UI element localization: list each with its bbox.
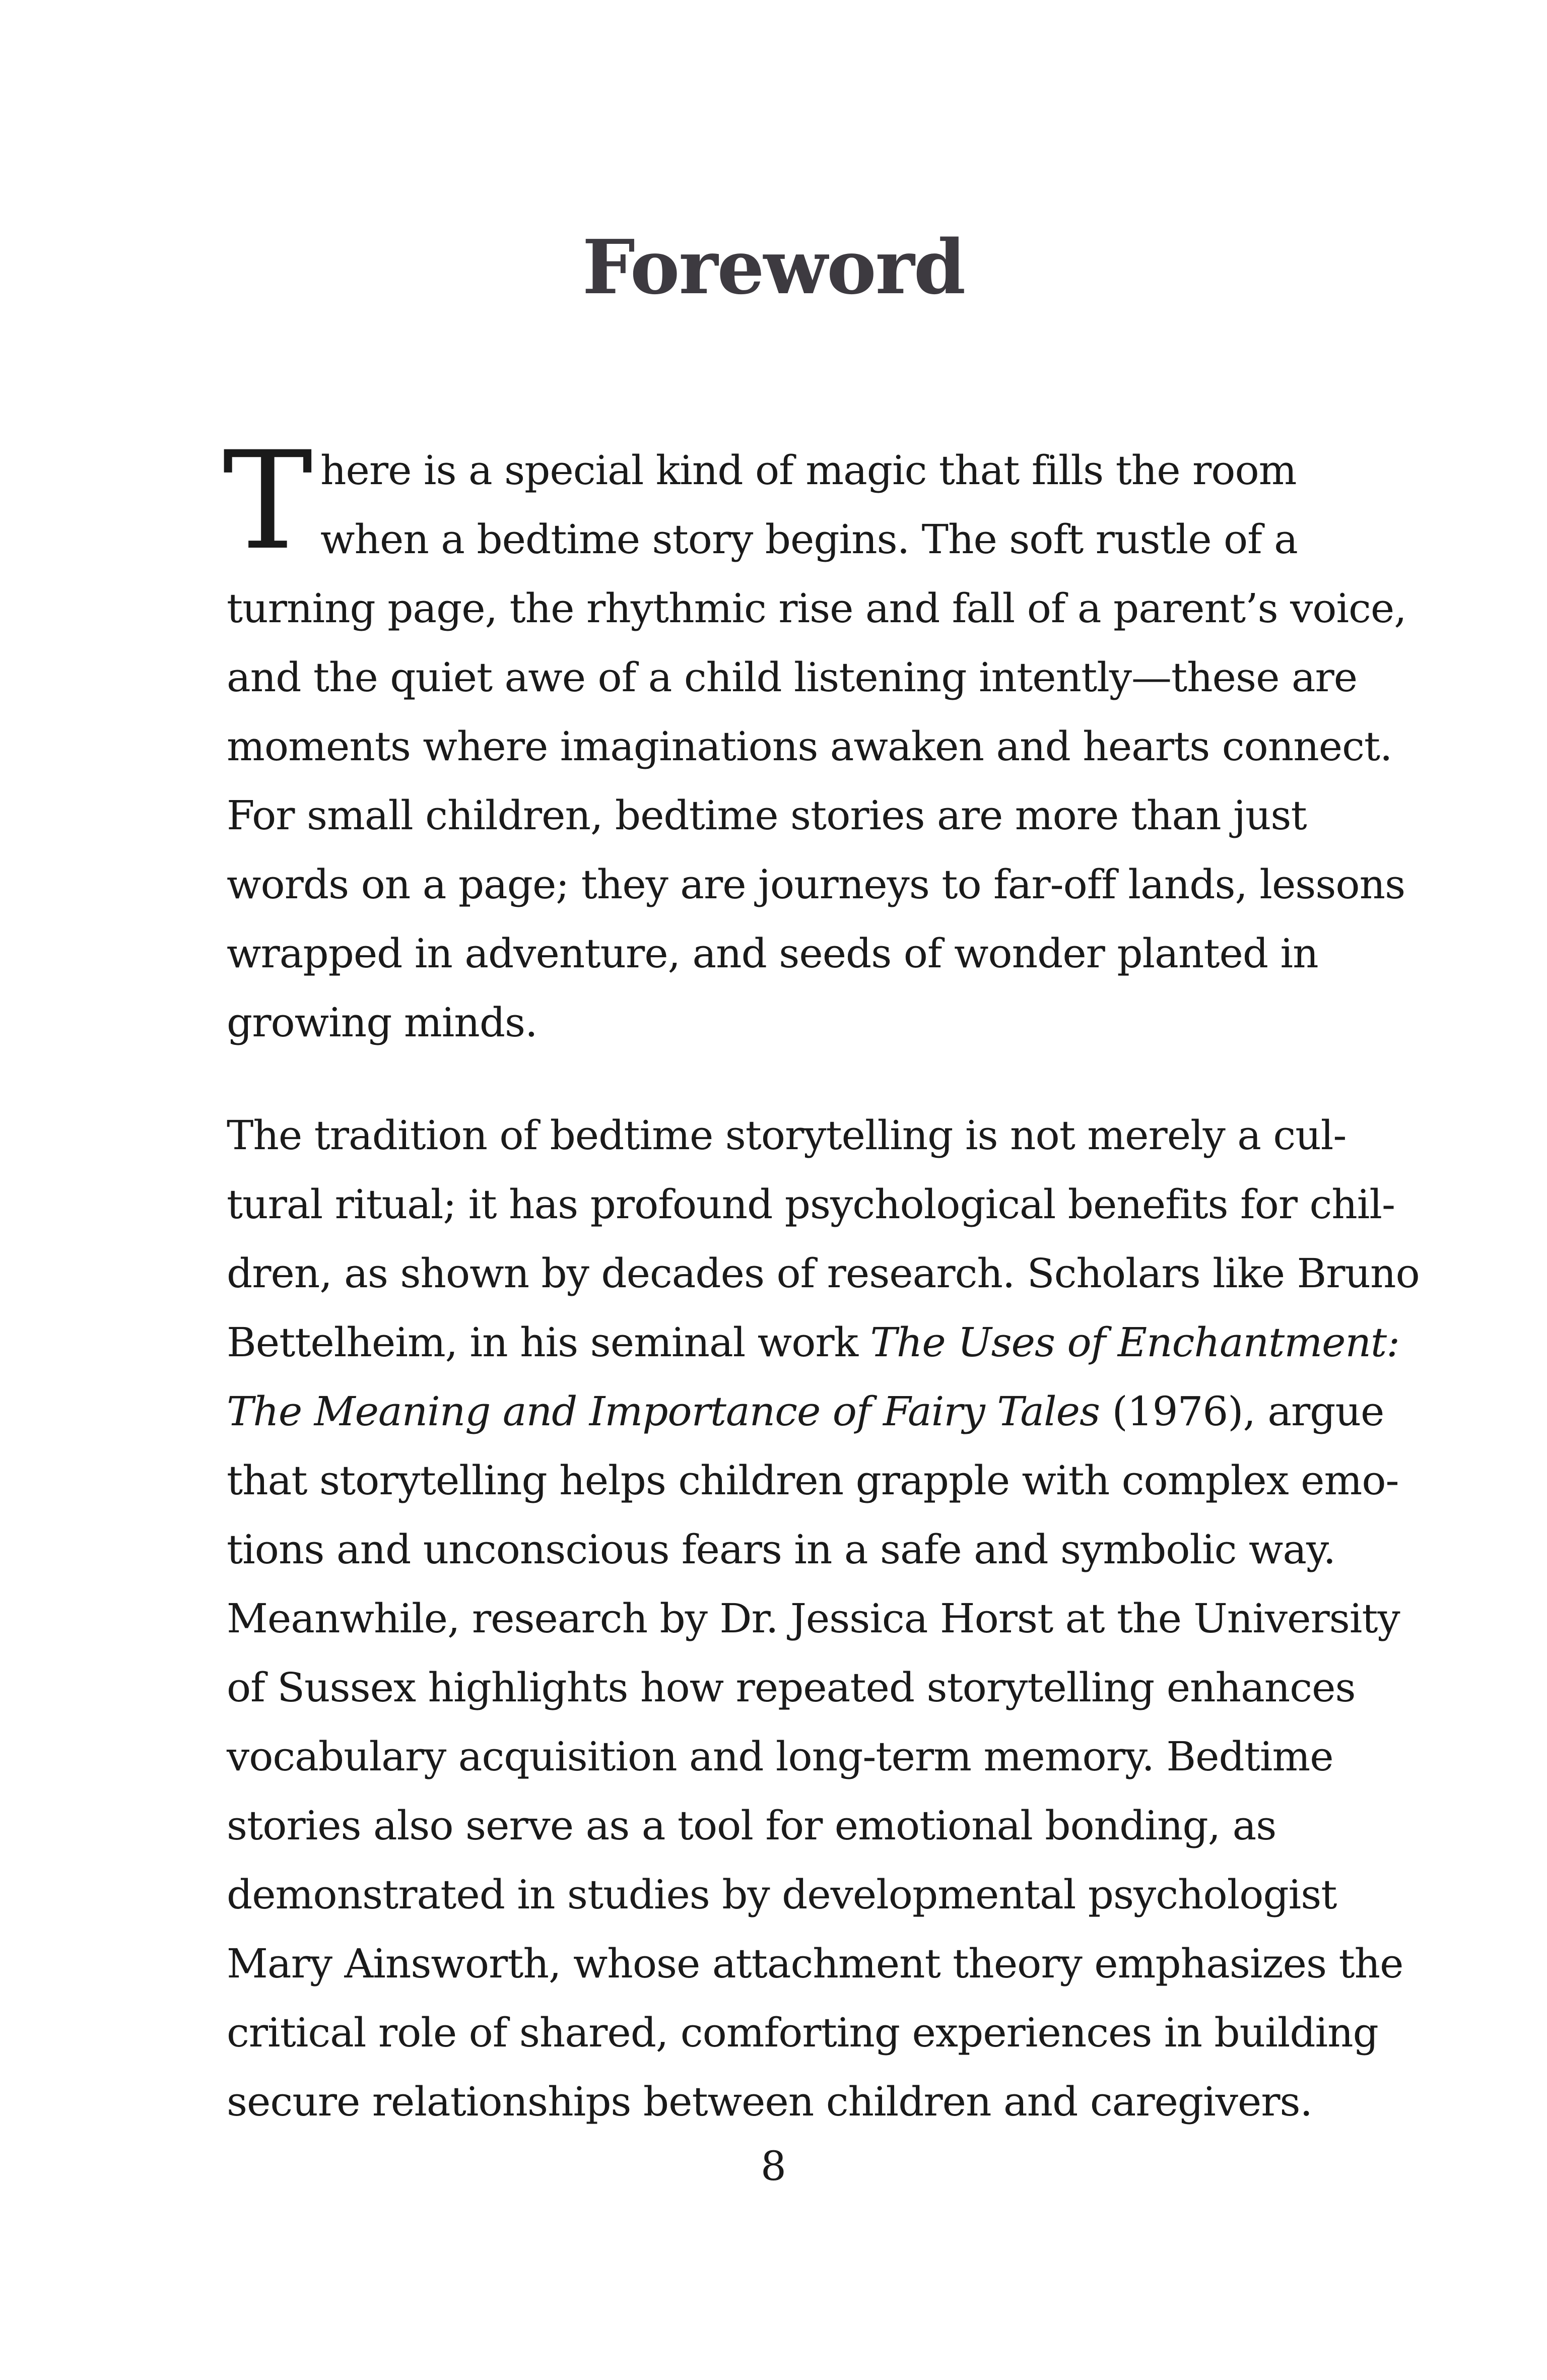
- paragraph-line: [227, 1377, 1384, 1446]
- paragraph-line: moments where imaginations awaken and hearts connect.: [227, 723, 1392, 770]
- paragraph-line: tural ritual; it has profound psychological benefits for chil-: [227, 1181, 1395, 1228]
- paragraph-line: For small children, bedtime stories are more than just: [227, 792, 1307, 839]
- page-title: Foreword: [582, 223, 965, 311]
- paragraph-line: Mary Ainsworth, whose attachment theory emphasizes the: [227, 1940, 1403, 1987]
- paragraph-1: [227, 436, 1406, 1057]
- paragraph-line: dren, as shown by decades of research. Scholars like Bruno: [227, 1250, 1420, 1297]
- paragraph-line: [227, 1308, 1400, 1377]
- paragraph-line: here is a special kind of magic that fills the room: [320, 447, 1297, 494]
- drop-cap: T: [223, 423, 313, 580]
- paragraph-line: that storytelling helps children grapple with complex emo-: [227, 1457, 1399, 1504]
- paragraph-line: tions and unconscious fears in a safe and symbolic way.: [227, 1526, 1336, 1573]
- book-title-italic: The Uses of Enchantment:: [870, 1319, 1400, 1366]
- book-title-italic: The Meaning and Importance of Fairy Tales: [227, 1388, 1100, 1435]
- page-number: 8: [761, 2143, 786, 2190]
- paragraph-line: wrapped in adventure, and seeds of wonder planted in: [227, 930, 1318, 977]
- paragraph-line: stories also serve as a tool for emotional bonding, as: [227, 1802, 1276, 1849]
- paragraph-line: Meanwhile, research by Dr. Jessica Horst at the University: [227, 1595, 1400, 1642]
- paragraph-2: [227, 1101, 1420, 2136]
- paragraph-line: turning page, the rhythmic rise and fall of a parent’s voice,: [227, 585, 1406, 632]
- paragraph-line: The tradition of bedtime storytelling is not merely a cul-: [227, 1112, 1347, 1159]
- paragraph-line: when a bedtime story begins. The soft rustle of a: [320, 516, 1298, 563]
- line-text: (1976), argue: [1100, 1388, 1384, 1435]
- paragraph-line: of Sussex highlights how repeated storytelling enhances: [227, 1664, 1356, 1711]
- line-text: Bettelheim, in his seminal work: [227, 1319, 870, 1366]
- paragraph-line: critical role of shared, comforting experiences in building: [227, 2009, 1378, 2056]
- paragraph-line: and the quiet awe of a child listening intently—these are: [227, 654, 1358, 701]
- paragraph-line: growing minds.: [227, 999, 537, 1046]
- paragraph-line: vocabulary acquisition and long-term memory. Bedtime: [227, 1733, 1333, 1780]
- paragraph-line: demonstrated in studies by developmental psychologist: [227, 1871, 1337, 1918]
- paragraph-line: secure relationships between children and caregivers.: [227, 2078, 1312, 2125]
- paragraph-line: words on a page; they are journeys to far-off lands, lessons: [227, 861, 1405, 908]
